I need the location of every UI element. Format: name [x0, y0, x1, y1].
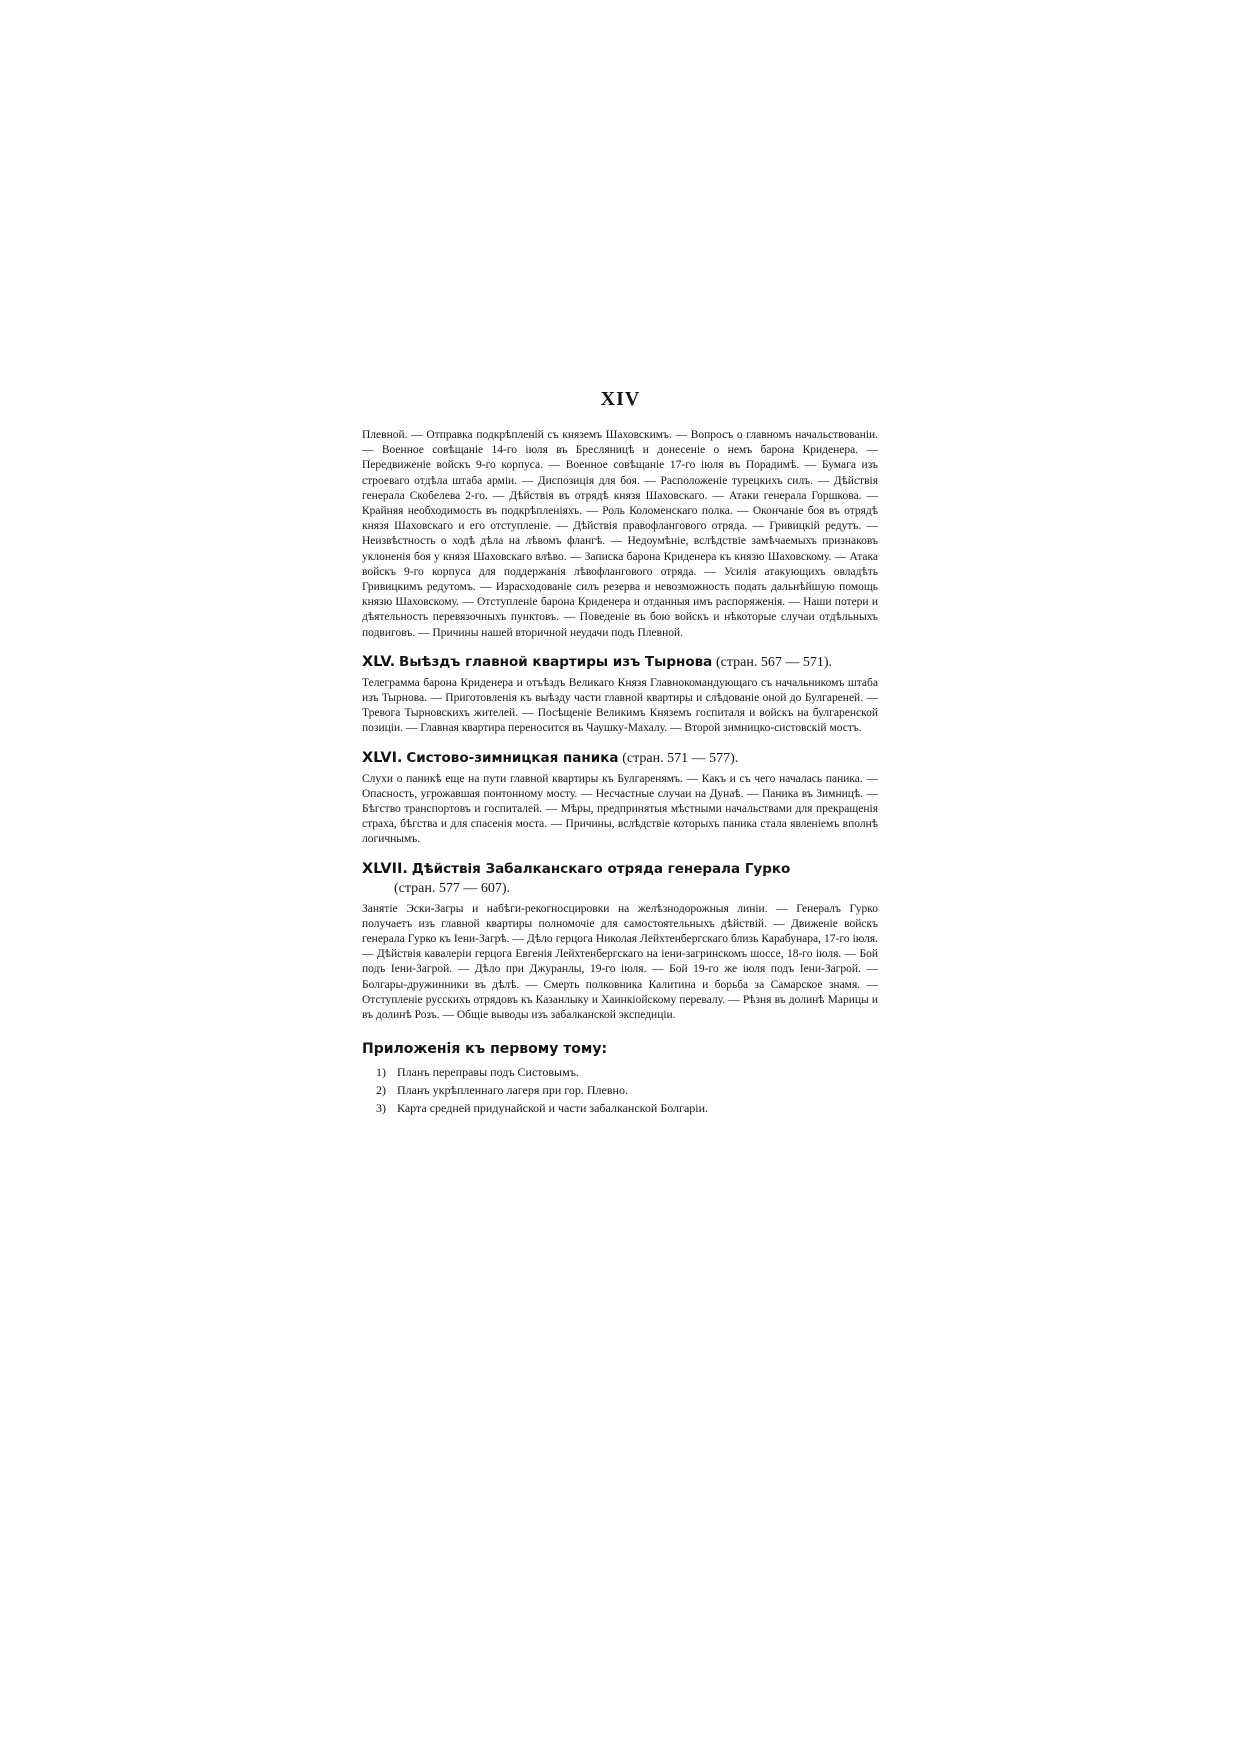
- chapter-summary: Занятіе Эски-Загры и набѣги-рекогносцировки на желѣзнодорожныя линіи. — Генералъ Гурко получаетъ изъ главной квартиры полномочіе для самостоятельныхъ дѣйствій. — Движеніе войскъ генерала Гурко къ Іени-Загрѣ. — Дѣло герцога Николая Лейхтенбергскаго близь Карабунара, 17-го іюля. — Дѣйствія кавалеріи герцога Евгенія Лейхтенбергскаго на іени-загринскомъ шоссе, 18-го іюля. — Бой подъ Іени-Загрой. — Дѣло при Джуранлы, 19-го іюля. — Бой 19-го же іюля подъ Іени-Загрой. — Болгары-дружинники въ дѣлѣ. — Смерть полковника Калитина и борьба за Самарское знамя. — Отступленіе русскихъ отрядовъ къ Казанлыку и Хаинкіойскому перевалу. — Рѣзня въ долинѣ Марицы и въ долинѣ Розъ. — Общіе выводы изъ забалканской экспедиціи.: [362, 902, 878, 1022]
- intro-paragraph: Плевной. — Отправка подкрѣпленій съ княземъ Шаховскимъ. — Вопросъ о главномъ начальствованіи. — Военное совѣщаніе 14-го іюля въ Бресляницѣ и донесеніе о немъ барона Криденера. — Передвиженіе войскъ 9-го корпуса. — Военное совѣщаніе 17-го іюля въ Порадимѣ. — Бумага изъ строеваго отдѣла штаба арміи. — Диспозиція для боя. — Расположеніе турецкихъ силъ. — Дѣйствія генерала Скобелева 2-го. — Дѣйствія въ отрядѣ князя Шаховскаго. — Атаки генерала Горшкова. — Крайняя необходимость въ подкрѣпленіяхъ. — Роль Коломенскаго полка. — Окончаніе боя въ отрядѣ князя Шаховскаго и его отступленіе. — Дѣйствія правофлангового отряда. — Гривицкій редутъ. — Неизвѣстность о ходѣ дѣла на лѣвомъ флангѣ. — Недоумѣніе, вслѣдствіе замѣчаемыхъ признаковъ уклоненія боя у князя Шаховскаго влѣво. — Записка барона Криденера къ князю Шаховскому. — Атака войскъ 9-го корпуса для поддержанія лѣвофлангового отряда. — Усилія атакующихъ овладѣть Гривицкимъ редутомъ. — Израсходованіе силъ резерва и невозможность подать дальнѣйшую помощь князю Шаховскому. — Отступленіе барона Криденера и отданныя имъ распоряженія. — Наши потери и дѣятельность перевязочныхъ пунктовъ. — Поведеніе въ бою войскъ и нѣкоторые случаи отдѣльныхъ подвиговъ. — Причины нашей вторичной неудачи подъ Плевной.: [362, 429, 878, 639]
- table-of-contents: [362, 428, 878, 1117]
- list-item-text: Карта средней придунайской и части забалканской Болгаріи.: [397, 1101, 709, 1116]
- list-item: [376, 1063, 878, 1081]
- chapter-numeral: XLV.: [362, 653, 396, 670]
- chapter-47: [362, 860, 878, 1024]
- chapter-46: [362, 749, 878, 848]
- chapter-heading: [362, 749, 878, 768]
- chapter-pages: (стран. 571 — 577).: [622, 750, 739, 766]
- list-item-number: 3): [376, 1101, 386, 1116]
- page-number: XIV: [600, 388, 641, 410]
- chapter-summary: Телеграмма барона Криденера и отъѣздъ Великаго Князя Главнокомандующаго съ начальникомъ штаба изъ Тырнова. — Приготовленія къ выѣзду части главной квартиры и слѣдованіе оной до Булгареней. — Тревога Тырновскихъ жителей. — Посѣщеніе Великимъ Княземъ госпиталя и войскъ на булгаренской позиціи. — Главная квартира переносится въ Чаушку-Махалу. — Второй зимницко-систовскій мостъ.: [362, 676, 878, 735]
- chapter-pages: (стран. 577 — 607).: [394, 880, 511, 896]
- chapter-pages: (стран. 567 — 571).: [716, 654, 833, 670]
- list-item-text: Планъ укрѣпленнаго лагеря при гор. Плевно.: [397, 1083, 628, 1098]
- chapter-45: [362, 653, 878, 737]
- chapter-title: Выѣздъ главной квартиры изъ Тырнова: [399, 653, 713, 670]
- chapter-numeral: XLVII.: [362, 860, 408, 877]
- list-item-text: Планъ переправы подъ Систовымъ.: [397, 1065, 579, 1080]
- chapter-numeral: XLVI.: [362, 749, 403, 766]
- chapter-title: Дѣйствія Забалканскаго отряда генерала Гурко: [411, 860, 791, 877]
- appendix-list: [362, 1063, 878, 1117]
- appendix-heading: Приложенія къ первому тому:: [362, 1041, 608, 1058]
- list-item: [376, 1099, 878, 1117]
- list-item-number: 2): [376, 1083, 386, 1098]
- chapter-summary: Слухи о паникѣ еще на пути главной квартиры къ Булгаренямъ. — Какъ и съ чего началась паника. — Опасность, угрожавшая понтонному мосту. — Несчастные случаи на Дунаѣ. — Паника въ Зимницѣ. — Бѣгство транспортовъ и госпиталей. — Мѣры, предпринятыя мѣстными начальствами для прекращенія страха, бѣгства и для спасенія моста. — Причины, вслѣдствіе которыхъ паника стала явленіемъ вполнѣ логичнымъ.: [362, 772, 878, 846]
- list-item: [376, 1081, 878, 1099]
- chapter-heading: [362, 653, 878, 672]
- list-item-number: 1): [376, 1065, 386, 1080]
- chapter-heading: [362, 860, 878, 898]
- chapter-title: Систово-зимницкая паника: [406, 749, 619, 766]
